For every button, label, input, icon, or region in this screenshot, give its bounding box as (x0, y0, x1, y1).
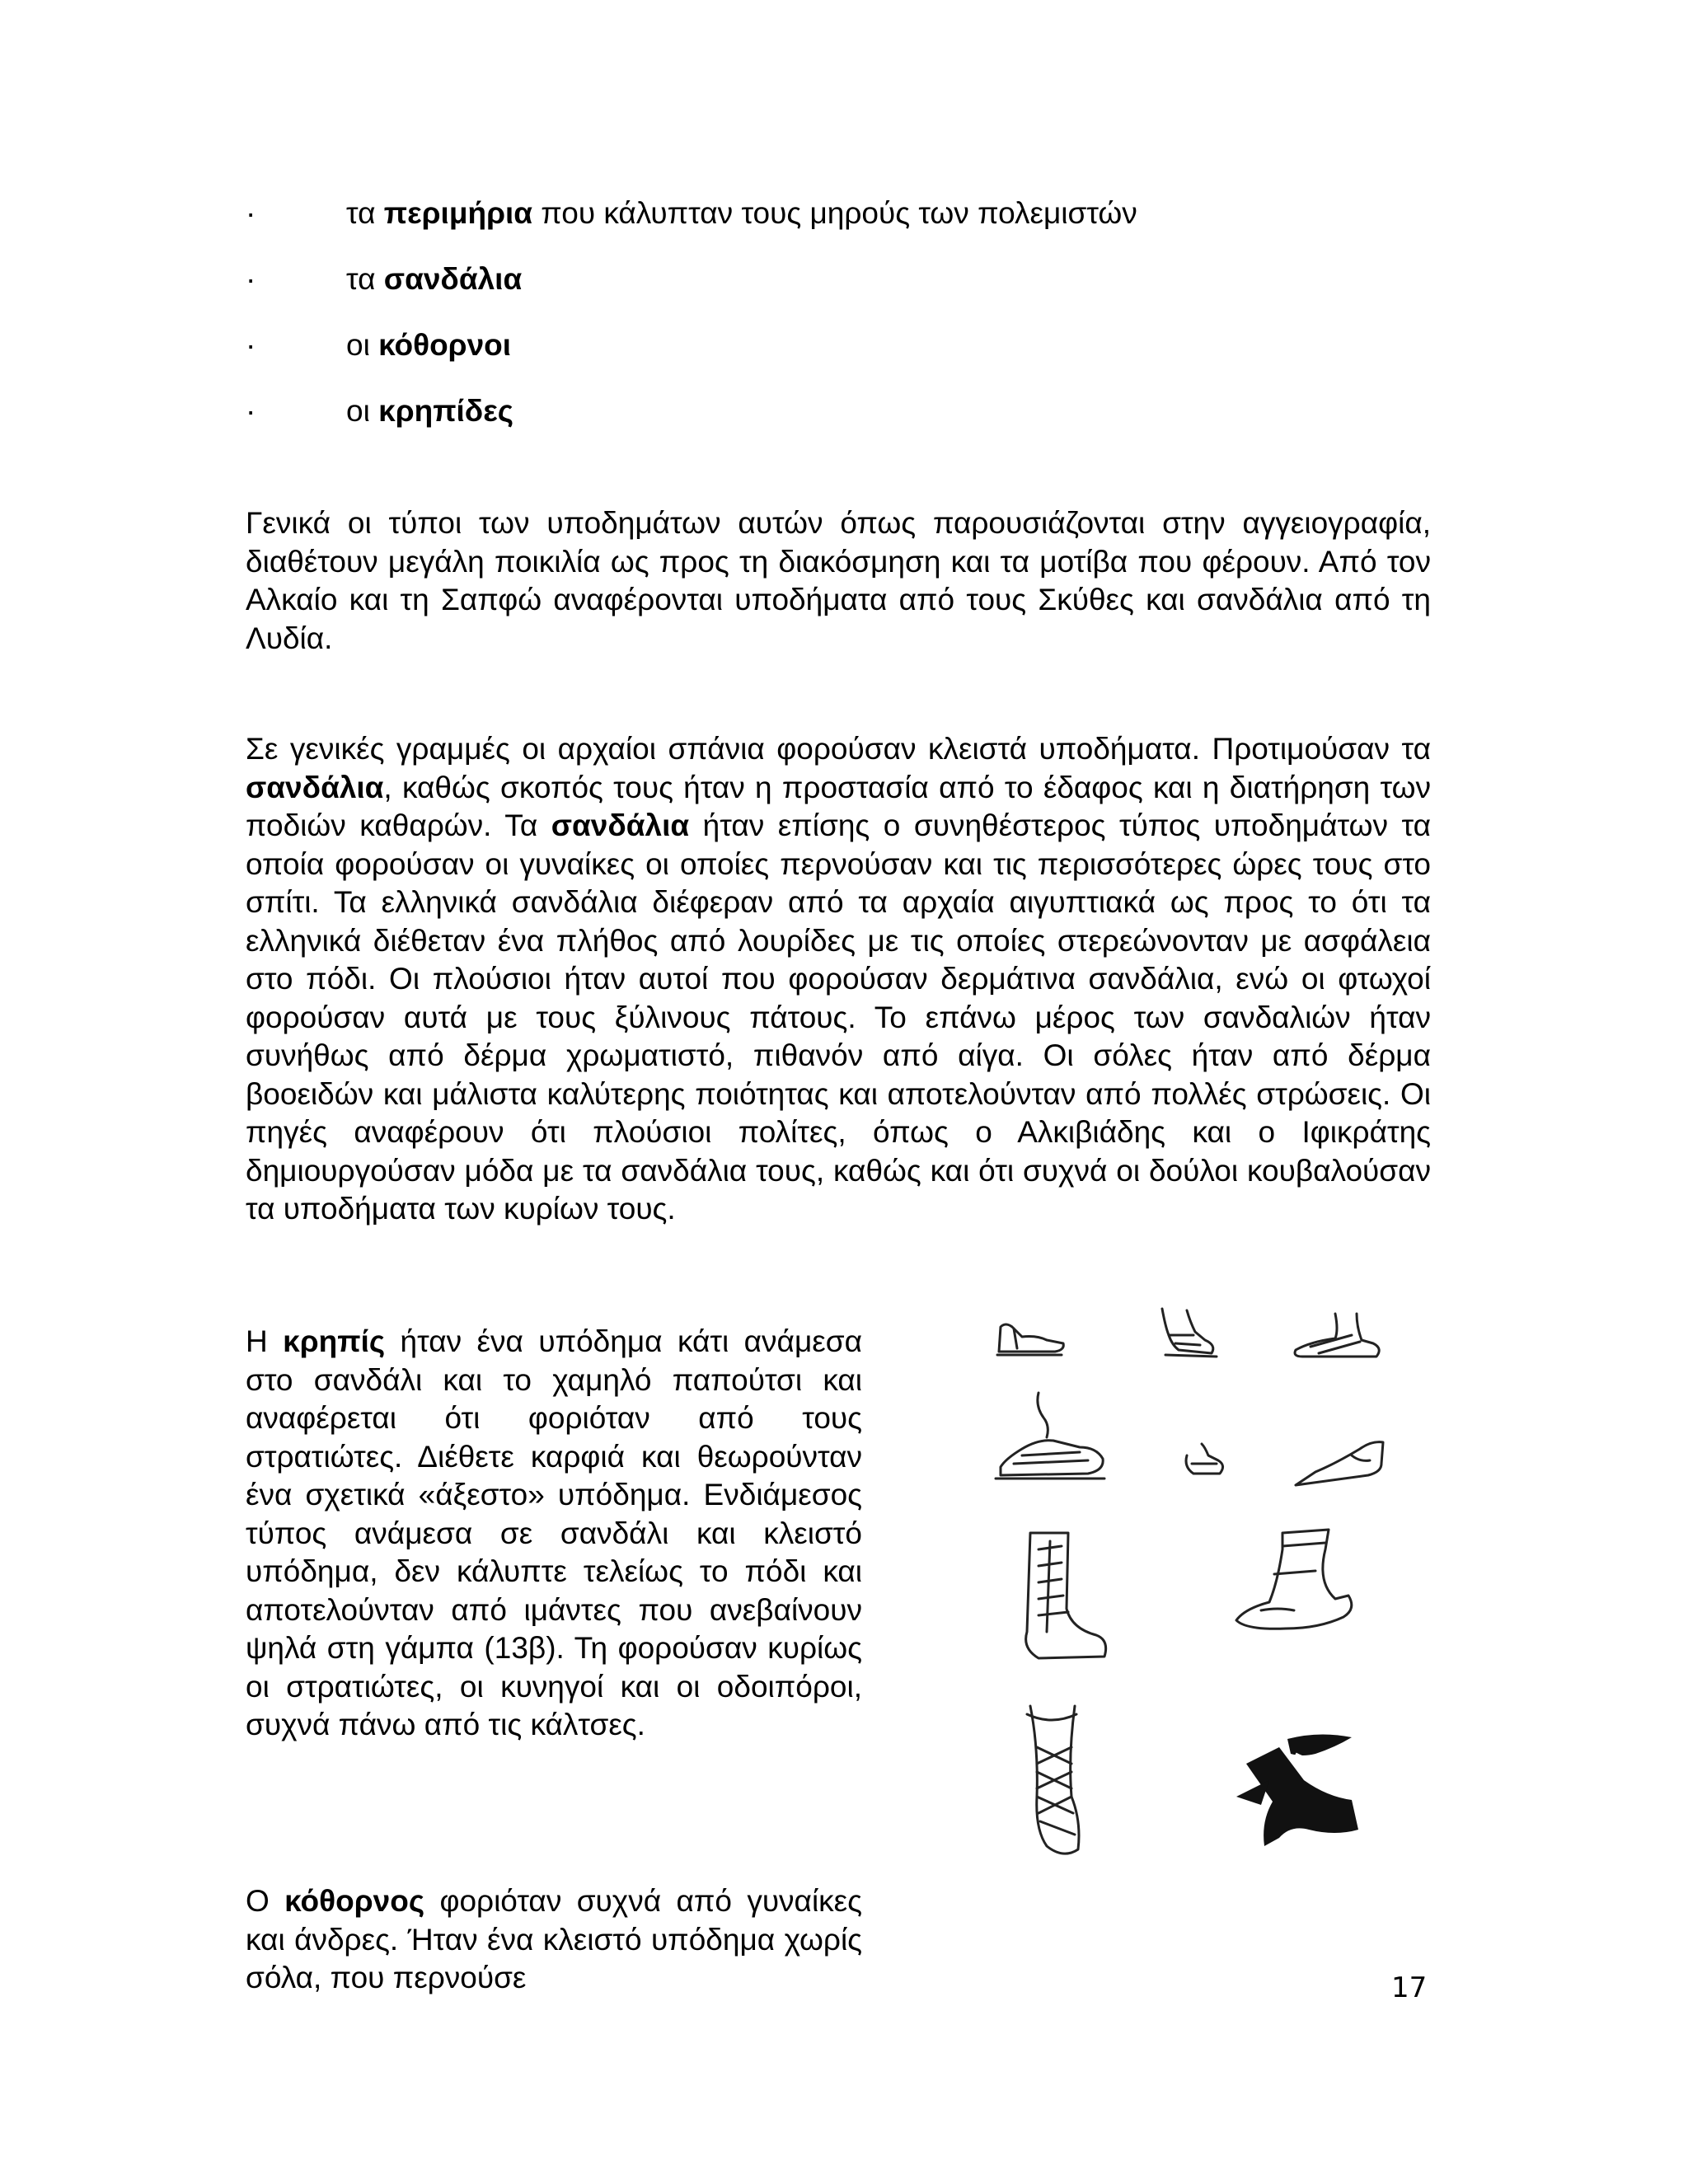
bullet-item: · οι κρηπίδες (246, 394, 514, 428)
bold-term: κόθορνοι (378, 328, 512, 362)
paragraph-footwear-types: Γενικά οι τύποι των υποδημάτων αυτών όπως παρουσιάζονται στην αγγειογραφία, διαθέτουν μεγάλη ποικιλία ως προς τη διακόσμηση και τα μοτίβα που φέρουν. Από τον Αλκαίο και τη Σαπφώ αναφέρονται υποδήματα από τους Σκύθες και σανδάλια από τη Λυδία. (246, 506, 1431, 655)
bold-term: σανδάλια (551, 808, 690, 842)
bold-term: κόθορνος (284, 1884, 425, 1918)
bullet-item: · τα σανδάλια (246, 262, 523, 296)
bullet-marker: · (246, 328, 256, 362)
footwear-sketches (989, 1302, 1418, 1929)
low-shoe-sketch-3 (1296, 1442, 1383, 1485)
bold-term: σανδάλια (246, 770, 384, 804)
footwear-illustrations (989, 1302, 1418, 1929)
laced-boot-sketch (1026, 1533, 1106, 1658)
low-shoe-sketch-1 (996, 1393, 1104, 1479)
sandal-sketch-1 (997, 1324, 1063, 1355)
wrapped-leg-sketch (1027, 1706, 1079, 1854)
bullet-marker: · (246, 196, 256, 230)
page-number: 17 (1391, 1971, 1428, 2004)
paragraph-sandals: Σε γενικές γραμμές οι αρχαίοι σπάνια φορούσαν κλειστά υποδήματα. Προτιμούσαν τα σανδάλια, καθώς σκοπός τους ήταν η προστασία από το έδαφος και η διατήρηση των ποδιών καθαρών. Τα σανδάλια ήταν επίσης ο συνηθέστερος τύπος υποδημάτων τα οποία φορούσαν οι γυναίκες οι οποίες περνούσαν και τις περισσότερες ώρες τους στο σπίτι. Τα ελληνικά σανδάλια διέφεραν από τα αρχαία αιγυπτιακά ως προς το ότι τα ελληνικά διέθεταν ένα πλήθος από λουρίδες με τις οποίες στερεώνονταν με ασφάλεια στο πόδι. Οι πλούσιοι ήταν αυτοί που φορούσαν δερμάτινα σανδάλια, ενώ οι φτωχοί φορούσαν αυτά με τους ξύλινους πάτους. Το επάνω μέρος των σανδαλιών ήταν συνήθως από δέρμα χρωματιστό, πιθανόν από αίγα. Οι σόλες ήταν από δέρμα βοοειδών και μάλιστα καλύτερης ποιότητας και αποτελούνταν από πολλές στρώσεις. Οι πηγές αναφέρουν ότι πλούσιοι πολίτες, όπως ο Αλκιβιάδης και ο Ιφικράτης δημιουργούσαν μόδα με τα σανδάλια τους, καθώς και ότι συχνά οι δούλοι κουβαλούσαν τα υποδήματα των κυρίων τους. (246, 732, 1431, 1226)
paragraph-krepis: Η κρηπίς ήταν ένα υπόδημα κάτι ανάμεσα στο σανδάλι και το χαμηλό παπούτσι και αναφέρεται ότι φοριόταν από τους στρατιώτες. Διέθετε καρφιά και θεωρούνταν ένα σχετικά «άξεστο» υπόδημα. Ενδιάμεσος τύπος ανάμεσα σε σανδάλι και κλειστό υπόδημα, δεν κάλυπτε τελείως το πόδι και αποτελούνταν από ιμάντες που ανεβαίνουν ψηλά στη γάμπα (13β). Τη φορούσαν κυρίως οι στρατιώτες, οι κυνηγοί και οι οδοιπόροι, συχνά πάνω από τις κάλτσες. (246, 1324, 862, 1741)
sandal-sketch-2 (1162, 1309, 1217, 1357)
bullet-marker: · (246, 394, 256, 428)
bullet-list (246, 194, 1441, 458)
bullet-marker: · (246, 262, 256, 296)
bold-term: κρηπίδες (378, 394, 514, 428)
bold-term: κρηπίς (283, 1324, 386, 1358)
embroidered-boot-sketch (1236, 1530, 1352, 1629)
bold-term: σανδάλια (383, 262, 523, 296)
bold-term: περιμήρια (383, 196, 532, 230)
black-boot-silhouette (1236, 1734, 1358, 1846)
bullet-item: · τα περιμήρια που κάλυπταν τους μηρούς των πολεμιστών (246, 196, 1137, 230)
sandal-sketch-3 (1295, 1314, 1379, 1357)
low-shoe-sketch-2 (1186, 1444, 1223, 1474)
paragraph-kothornos: Ο κόθορνος φοριόταν συχνά από γυναίκες και άνδρες. Ήταν ένα κλειστό υπόδημα χωρίς σόλα, που περνούσε (246, 1884, 862, 1994)
bullet-item: · οι κόθορνοι (246, 328, 512, 362)
